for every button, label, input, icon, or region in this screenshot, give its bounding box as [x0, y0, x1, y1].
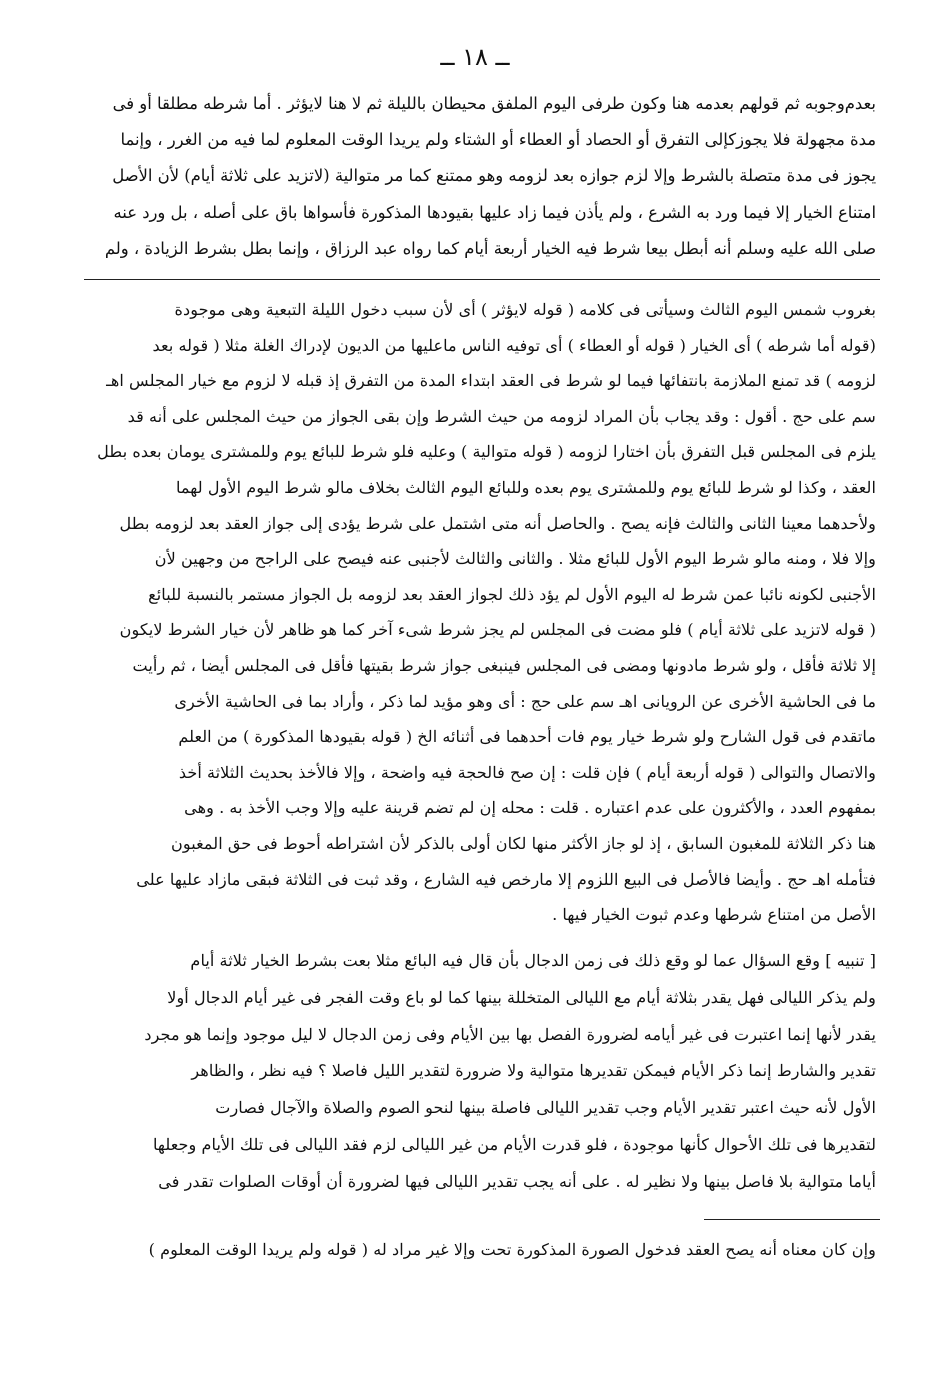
page-number: ــ ١٨ ــ — [440, 43, 510, 71]
footnote-text — [84, 1232, 876, 1268]
text-line: يجوز فى مدة متصلة بالشرط وإلا لزم جوازه بعد لزومه وهو ممتنع كما مر متوالية (لاتزيد على ثلاثة أيام) لأن الأصل — [112, 166, 876, 186]
text-line: فتأمله اهـ حج . وأيضا فالأصل فى البيع اللزوم إلا مارخص فيه الشارع ، وقد ثبت فى الثلاثة فبقى مازاد عليها على — [136, 869, 876, 889]
text-line: ولم يذكر الليالى فهل يقدر بثلاثة أيام مع الليالى المتخللة بينها كما لو باع وقت الفجر فى غير أيام الدجال أولا — [167, 987, 876, 1007]
text-line: الأول لأنه حيث اعتبر تقدير الأيام وجب تقدير الليالى فاصلة بينها لنحو الصوم والصلاة والآجال فصارت — [215, 1098, 876, 1118]
text-line: تقدير والشارط إنما ذكر الأيام فيمكن تقديرها متوالية ولا ضرورة لتقدير الليل فاصلا ؟ فيه نظر ، والظاهر — [191, 1061, 876, 1081]
text-line: وإن كان معناه أنه يصح العقد فدخول الصورة المذكورة تحت وإلا غير مراد له ( قوله ولم يريدا الوقت المعلوم ) — [148, 1240, 876, 1259]
main-text — [84, 86, 876, 267]
text-line: لزومه ) قد تمنع الملازمة بانتفائها فيما لو شرط فى العقد ابتداء المدة من التفرق إذ قبله لا لزوم مع خيار المجلس اهـ — [106, 371, 876, 391]
text-line: بعدم‌وجوبه ثم قولهم بعدمه هنا وكون طرفى اليوم الملفق محيطان بالليلة ثم لا هنا لايؤثر . أما شرطه مطلقا أو فى — [112, 94, 876, 113]
text-line: وإلا فلا ، ومنه مالو شرط اليوم الأول للبائع مثلا . والثانى والثالث لأجنبى عنه فيصح على الراجح من وجهين لأن — [154, 549, 876, 569]
text-line: أياما متوالية بلا فاصل بينها ولا نظير له . على أنه يجب تقدير الليالى فيها لضرورة أن أوقات الصلوات تقدر فى — [158, 1171, 876, 1191]
text-line: امتناع الخيار إلا فيما ورد به الشرع ، ولم يأذن فيما زاد عليها بقيودها المذكورة فأسواها باق على أصله ، بل ورد عنه — [113, 202, 876, 222]
text-line: مدة مجهولة فلا يجوزكإلى التفرق أو الحصاد أو العطاء أو الشتاء ولم يريدا الوقت المعلوم لما فيه من الغرر ، وإنما — [120, 130, 876, 150]
section-divider — [84, 279, 880, 280]
text-line: صلى الله عليه وسلم أنه أبطل بيعا شرط فيه الخيار أربعة أيام كما رواه عبد الرزاق ، وإنما بطل بشرط الزيادة ، ولم — [104, 238, 876, 258]
text-line: لتقديرها فى تلك الأحوال كأنها موجودة ، فلو قدرت الأيام من غير الليالى لزم فقد الليالى فى تلك الأيام وجعلها — [152, 1134, 876, 1154]
tanbih-paragraph — [84, 943, 876, 1201]
text-line: سم على حج . أقول : وقد يجاب بأن المراد لزومه من حيث الشرط وإن بقى الجواز من حيث المجلس على أنه قد — [127, 406, 876, 426]
text-line: العقد ، وكذا لو شرط للبائع يوم وللمشترى يوم بعده وللبائع اليوم الثالث بخلاف مالو شرط اليوم الأول لهما — [175, 477, 876, 497]
commentary-text — [84, 292, 876, 933]
text-line: إلا ثلاثة فأقل ، ولو شرط مادونها ومضى فى المجلس فينبغى جواز شرط بقيتها فأقل فى المجلس أيضا ، ثم رأيت — [132, 655, 876, 675]
text-line: بمفهوم العدد ، والأكثرون على عدم اعتباره . قلت : محله إن لم تضم قرينة عليه وإلا وجب الأخذ به . وهى — [184, 798, 876, 818]
text-line: ما فى الحاشية الأخرى عن الرويانى اهـ سم على حج : أى وهو مؤيد لما ذكر ، وأراد بما فى الحاشية الأخرى — [174, 691, 876, 711]
text-line: هنا ذكر الثلاثة للمغبون السابق ، إذ لو جاز الأكثر منها لكان أولى بالذكر لأن اشتراطه أحوط فى حق المغبون — [170, 833, 876, 853]
text-line: ( قوله لاتزيد على ثلاثة أيام ) فلو مضت فى المجلس لم يجز شرط شىء آخر كما هو ظاهر لأن خيار الشرط لايكون — [119, 620, 876, 640]
text-line: ماتقدم فى قول الشارح ولو شرط خيار يوم فات أحدهما فى أثنائه الخ ( قوله بقيودها المذكورة ) من العلم — [178, 727, 876, 747]
text-line: الأصل من امتناع شرطها وعدم ثبوت الخيار فيها . — [552, 905, 876, 925]
text-line: يقدر لأنها إنما اعتبرت فى غير أيامه لضرورة الفصل بها بين الأيام وفى زمن الدجال لا ليل موجود وإنما هو مجرد — [144, 1024, 876, 1044]
text-line: (قوله أما شرطه ) أى الخيار ( قوله أو العطاء ) أى توفيه الناس ماعليها من الديون لإدراك الغلة مثلا ( قوله بعد — [152, 335, 876, 355]
footnote-divider — [704, 1219, 880, 1220]
text-line: والاتصال والتوالى ( قوله أربعة أيام ) فإن قلت : إن صح فالحجة فيه واضحة ، وإلا فالأخذ بحديث الثلاثة أخذ — [178, 762, 876, 782]
text-line: يلزم فى المجلس قبل التفرق بأن اختارا لزومه ( قوله متوالية ) وعليه فلو شرط للبائع يوم وللمشترى يومان بعده بطل — [97, 442, 876, 462]
text-line: بغروب شمس اليوم الثالث وسيأتى فى كلامه ( قوله لايؤثر ) أى لأن سبب دخول الليلة التبعية وهى موجودة — [174, 300, 876, 319]
text-line: الأجنبى لكونه نائبا عمن شرط له اليوم الأول لم يؤد ذلك لجواز العقد بعد لزومه بل الجواز مستمر بالنسبة للبائع — [148, 584, 876, 604]
text-line: ولأحدهما معينا الثانى والثالث فإنه يصح . والحاصل أنه متى اشتمل على شرط يؤدى إلى جواز العقد بعد لزومه بطل — [119, 513, 876, 533]
text-line: [ تنبيه ] وقع السؤال عما لو وقع ذلك فى زمن الدجال بأن قال فيه البائع مثلا بعت بشرط الخيار ثلاثة أيام — [190, 951, 876, 970]
